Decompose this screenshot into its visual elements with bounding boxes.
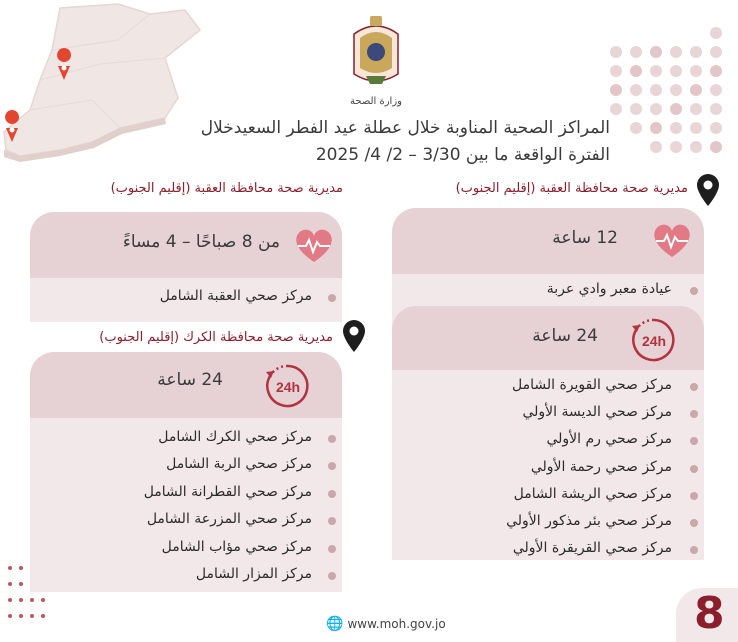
decorative-dot bbox=[670, 65, 682, 77]
decorative-dot bbox=[650, 141, 662, 153]
decorative-dot bbox=[690, 84, 702, 96]
location-pin-icon bbox=[340, 318, 368, 358]
location-pin-icon bbox=[694, 172, 722, 212]
right-block2-item: مركز صحي بئر مذكور الأولي bbox=[506, 513, 672, 529]
decorative-dot bbox=[630, 46, 642, 58]
decorative-dot bbox=[41, 598, 45, 602]
decorative-dot bbox=[610, 46, 622, 58]
right-block2-item: مركز صحي الريشة الشامل bbox=[513, 485, 672, 502]
decorative-dot bbox=[690, 141, 702, 153]
right-block2-item: مركز صحي القويرة الشامل bbox=[512, 377, 672, 393]
decorative-dot bbox=[630, 65, 642, 77]
left-block2-hours: 24 ساعة bbox=[157, 370, 223, 390]
decorative-dot bbox=[650, 122, 662, 134]
decorative-dot bbox=[19, 598, 23, 602]
decorative-dot bbox=[670, 122, 682, 134]
24h-clock-icon bbox=[628, 316, 680, 368]
decorative-dot bbox=[30, 598, 34, 602]
bullet-icon bbox=[328, 572, 336, 580]
left-block1-item: مركز صحي العقبة الشامل bbox=[159, 288, 312, 304]
decorative-dot bbox=[710, 103, 722, 115]
decorative-dots-top-right bbox=[600, 0, 738, 170]
decorative-dot bbox=[690, 46, 702, 58]
ministry-logo-text: وزارة الصحة bbox=[350, 96, 402, 107]
decorative-dot bbox=[710, 46, 722, 58]
left-block2-item: مركز المزار الشامل bbox=[195, 566, 312, 582]
decorative-dot bbox=[650, 46, 662, 58]
decorative-dot bbox=[670, 103, 682, 115]
decorative-dot bbox=[690, 103, 702, 115]
right-block2-item: مركز صحي رم الأولي bbox=[546, 431, 672, 448]
left-block1-hours: من 8 صباحًا – 4 مساءً bbox=[122, 232, 280, 252]
decorative-dot bbox=[650, 84, 662, 96]
website-link[interactable]: www.moh.gov.jo bbox=[347, 617, 446, 631]
decorative-dot bbox=[41, 614, 45, 618]
globe-icon: 🌐 bbox=[326, 616, 344, 632]
decorative-dot bbox=[8, 582, 12, 586]
decorative-dot bbox=[19, 566, 23, 570]
left-block2-item: مركز صحي الربة الشامل bbox=[166, 456, 312, 473]
decorative-dot bbox=[670, 46, 682, 58]
bullet-icon bbox=[690, 465, 698, 473]
decorative-dot bbox=[670, 141, 682, 153]
left-section1-title: مديرية صحة محافظة العقبة (إقليم الجنوب) bbox=[110, 181, 343, 196]
decorative-dot bbox=[30, 614, 34, 618]
bullet-icon bbox=[328, 490, 336, 498]
right-block2-item: مركز صحي الديسة الأولي bbox=[522, 404, 672, 421]
left-block2-item: مركز صحي المزرعة الشامل bbox=[146, 511, 312, 528]
decorative-dot bbox=[630, 84, 642, 96]
decorative-dot bbox=[610, 84, 622, 96]
decorative-dot bbox=[690, 122, 702, 134]
bullet-icon bbox=[328, 545, 336, 553]
heart-pulse-icon bbox=[292, 226, 336, 270]
decorative-dot bbox=[710, 65, 722, 77]
24h-clock-icon bbox=[262, 362, 314, 414]
coat-of-arms-icon bbox=[346, 12, 406, 92]
svg-text:24h: 24h bbox=[275, 379, 301, 395]
footer-website[interactable] bbox=[326, 616, 446, 632]
decorative-dot bbox=[670, 84, 682, 96]
bullet-icon bbox=[690, 519, 698, 527]
decorative-dot bbox=[8, 598, 12, 602]
left-section2-title: مديرية صحة محافظة الكرك (إقليم الجنوب) bbox=[99, 330, 333, 345]
decorative-dot bbox=[710, 122, 722, 134]
left-block2-item: مركز صحي القطرانة الشامل bbox=[143, 483, 312, 500]
page-subtitle: الفترة الواقعة ما بين 3/30 – 2/ 4/ 2025 bbox=[315, 145, 610, 165]
decorative-dot bbox=[650, 103, 662, 115]
right-section-title: مديرية صحة محافظة العقبة (إقليم الجنوب) bbox=[455, 181, 688, 196]
page-title: المراكز الصحية المناوبة خلال عطلة عيد الفطر السعيدخلال bbox=[200, 118, 610, 138]
page-number: 8 bbox=[694, 588, 725, 639]
decorative-dot bbox=[650, 65, 662, 77]
heart-pulse-icon bbox=[650, 221, 694, 265]
decorative-dot bbox=[630, 122, 642, 134]
decorative-dot bbox=[610, 103, 622, 115]
decorative-dot bbox=[19, 582, 23, 586]
decorative-dot bbox=[710, 141, 722, 153]
decorative-dot bbox=[630, 103, 642, 115]
ministry-logo bbox=[346, 12, 406, 112]
decorative-dot bbox=[8, 614, 12, 618]
left-block2-item: مركز صحي مؤاب الشامل bbox=[161, 538, 312, 555]
bullet-icon bbox=[690, 287, 698, 295]
decorative-dot bbox=[710, 27, 722, 39]
decorative-dot bbox=[690, 65, 702, 77]
decorative-dot bbox=[610, 65, 622, 77]
right-block1-item: عيادة معبر وادي عربة bbox=[546, 281, 672, 297]
right-block2-item: مركز صحي رحمة الأولي bbox=[530, 458, 672, 475]
svg-text:24h: 24h bbox=[641, 333, 667, 349]
bullet-icon bbox=[690, 383, 698, 391]
decorative-dot bbox=[8, 566, 12, 570]
decorative-dot bbox=[710, 84, 722, 96]
left-block2-item: مركز صحي الكرك الشامل bbox=[158, 429, 312, 445]
right-block2-hours: 24 ساعة bbox=[532, 326, 598, 346]
right-block2-item: مركز صحي القريقرة الأولي bbox=[512, 540, 672, 557]
bullet-icon bbox=[328, 435, 336, 443]
decorative-dot bbox=[19, 614, 23, 618]
bullet-icon bbox=[328, 294, 336, 302]
bullet-icon bbox=[690, 492, 698, 500]
right-block1-hours: 12 ساعة bbox=[552, 228, 618, 248]
